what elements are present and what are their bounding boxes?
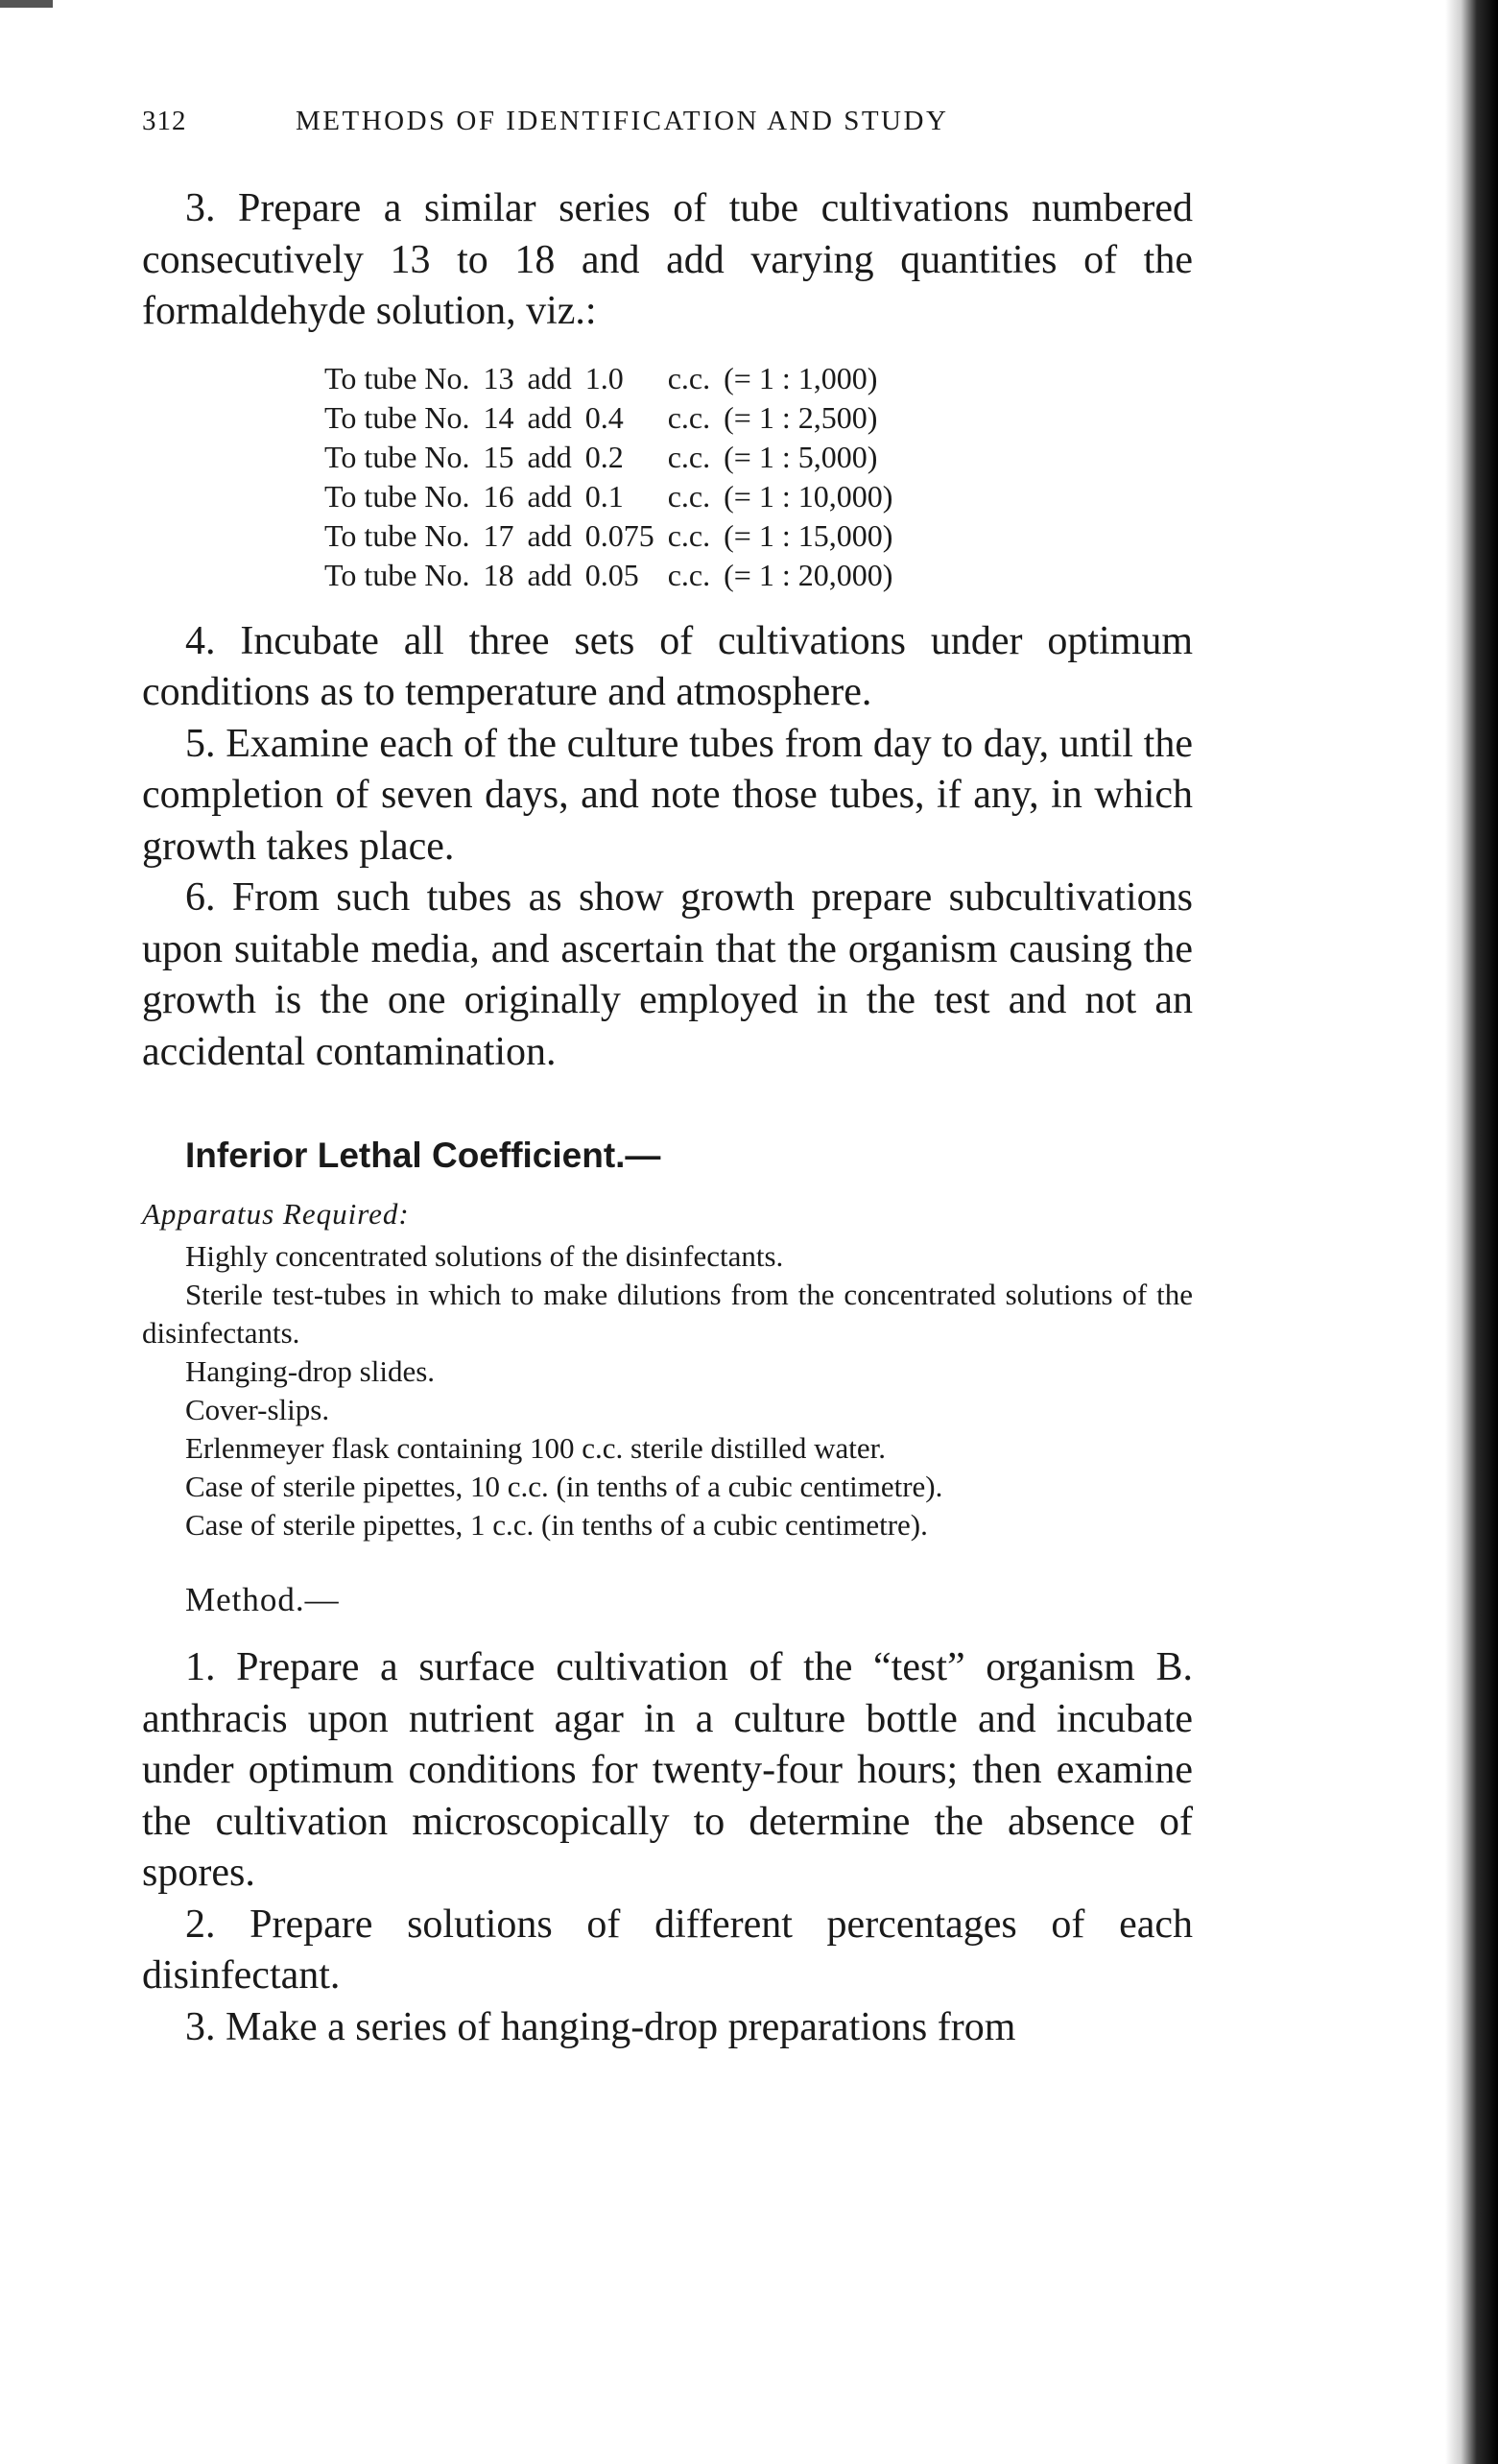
paragraph-step-5: 5. Examine each of the culture tubes from day to day, until the completion of seven days, and note those tubes, if any, in which growth takes place.: [142, 721, 1193, 869]
table-cell-qty: 0.2: [584, 439, 624, 474]
paragraph-step-4: 4. Incubate all three sets of cultivations under optimum conditions as to temperature and atmosphere.: [142, 618, 1193, 714]
table-cell-no: 14: [483, 399, 514, 435]
table-cell-qty: 0.05: [584, 557, 639, 592]
table-cell-qty: 0.075: [584, 517, 654, 553]
table-cell-unit: c.c.: [667, 557, 711, 592]
table-cell-qty: 0.1: [584, 478, 624, 514]
table-cell-no: 17: [483, 517, 514, 553]
table-cell-label: To tube No.: [324, 399, 470, 435]
running-title: METHODS OF IDENTIFICATION AND STUDY: [296, 106, 949, 136]
table-cell-label: To tube No.: [324, 360, 470, 395]
table-cell-ratio: (= 1 : 15,000): [724, 517, 893, 553]
tube-dilution-table: [324, 359, 906, 595]
table-cell-no: 15: [483, 439, 514, 474]
table-cell-label: To tube No.: [324, 478, 470, 514]
table-row: [324, 438, 906, 477]
list-item: Case of sterile pipettes, 1 c.c. (in tenths of a cubic centimetre).: [185, 1508, 928, 1542]
table-cell-unit: c.c.: [667, 360, 711, 395]
table-cell-unit: c.c.: [667, 439, 711, 474]
book-page: [142, 106, 1193, 2053]
apparatus-heading: Apparatus Required:: [142, 1197, 410, 1231]
paragraph-step-3: 3. Prepare a similar series of tube cultivations numbered consecutively 13 to 18 and add varying quantities of the formaldehyde solution, viz.:: [142, 186, 1193, 333]
table-cell-label: To tube No.: [324, 439, 470, 474]
scan-corner-mark: [0, 0, 53, 8]
table-row: [324, 556, 906, 595]
list-item: Hanging-drop slides.: [185, 1354, 436, 1388]
table-row: [324, 398, 906, 438]
table-cell-add: add: [527, 439, 572, 474]
method-step-1: 1. Prepare a surface cultivation of the “test” organism B. anthracis upon nutrient agar in a culture bottle and incubate under optimum conditions for twenty-four hours; then examine the cultivation microscopically to determine the absence of spores.: [142, 1645, 1193, 1895]
table-cell-ratio: (= 1 : 1,000): [724, 360, 878, 395]
page-number: 312: [142, 106, 187, 136]
page-edge-shadow: [1445, 0, 1498, 2464]
table-cell-label: To tube No.: [324, 517, 470, 553]
paragraph-step-6: 6. From such tubes as show growth prepare subcultivations upon suitable media, and ascertain that the organism causing the growth is the one originally employed in the test and not an accidental contamination.: [142, 875, 1193, 1074]
table-cell-qty: 0.4: [584, 399, 624, 435]
method-step-3: 3. Make a series of hanging-drop preparations from: [185, 2004, 1016, 2049]
table-cell-add: add: [527, 360, 572, 395]
table-cell-unit: c.c.: [667, 517, 711, 553]
table-cell-no: 16: [483, 478, 514, 514]
table-row: [324, 359, 906, 398]
section-heading: Inferior Lethal Coefficient.—: [185, 1136, 661, 1175]
table-row: [324, 477, 906, 516]
list-item: Highly concentrated solutions of the disinfectants.: [185, 1239, 784, 1273]
table-cell-add: add: [527, 478, 572, 514]
table-cell-add: add: [527, 557, 572, 592]
list-item: Cover-slips.: [185, 1393, 330, 1426]
table-cell-ratio: (= 1 : 20,000): [724, 557, 893, 592]
table-cell-add: add: [527, 517, 572, 553]
table-cell-unit: c.c.: [667, 478, 711, 514]
table-row: [324, 516, 906, 556]
table-cell-label: To tube No.: [324, 557, 470, 592]
list-item: Erlenmeyer flask containing 100 c.c. sterile distilled water.: [185, 1431, 886, 1465]
list-item: Case of sterile pipettes, 10 c.c. (in tenths of a cubic centimetre).: [185, 1470, 943, 1503]
table-cell-ratio: (= 1 : 10,000): [724, 478, 893, 514]
table-cell-no: 18: [483, 557, 514, 592]
method-step-2: 2. Prepare solutions of different percentages of each disinfectant.: [142, 1902, 1193, 1998]
apparatus-list: [142, 1237, 1193, 1544]
table-cell-unit: c.c.: [667, 399, 711, 435]
table-cell-no: 13: [483, 360, 514, 395]
running-head: [142, 106, 1193, 137]
table-cell-qty: 1.0: [584, 360, 624, 395]
table-cell-add: add: [527, 399, 572, 435]
list-item: Sterile test-tubes in which to make dilutions from the concentrated solutions of the disinfectants.: [142, 1278, 1193, 1350]
table-cell-ratio: (= 1 : 5,000): [724, 439, 878, 474]
method-heading: Method.—: [185, 1581, 340, 1618]
table-cell-ratio: (= 1 : 2,500): [724, 399, 878, 435]
